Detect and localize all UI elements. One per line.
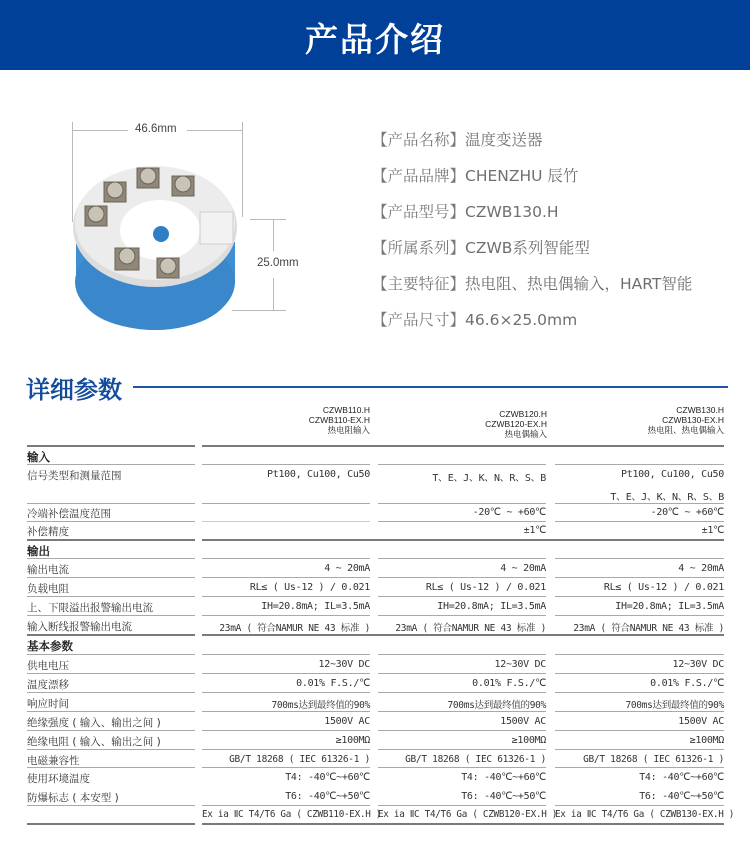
row-label-alarm-break: 输入断线报警输出电流 xyxy=(27,621,132,633)
cell: T6: -40℃~+50℃ xyxy=(285,791,370,802)
cell: IH=20.8mA; IL=3.5mA xyxy=(261,601,370,612)
cell: 12~30V DC xyxy=(494,659,546,670)
divider xyxy=(202,711,370,712)
cell: 700ms达到最终值的90% xyxy=(625,700,724,711)
divider xyxy=(555,749,724,750)
divider xyxy=(27,654,195,655)
divider xyxy=(555,654,724,655)
divider xyxy=(555,558,724,559)
cell: 0.01% F.S./℃ xyxy=(296,678,370,689)
divider xyxy=(378,464,546,465)
cell: 23mA ( 符合NAMUR NE 43 标准 ) xyxy=(395,623,546,634)
divider xyxy=(27,521,195,522)
product-info-list xyxy=(372,126,692,342)
row-label-insulation-strength: 绝缘强度 ( 输入、输出之间 ) xyxy=(27,717,161,729)
group-input: 输入 xyxy=(27,450,50,464)
cell: -20℃ ~ +60℃ xyxy=(650,507,724,518)
divider xyxy=(202,654,370,655)
cell: Ex ia ⅡC T4/T6 Ga ( CZWB120-EX.H ) xyxy=(378,809,558,820)
divider xyxy=(27,805,195,806)
divider xyxy=(378,596,546,597)
cell: Ex ia ⅡC T4/T6 Ga ( CZWB110-EX.H ) xyxy=(202,809,382,820)
cell: GB/T 18268 ( IEC 61326-1 ) xyxy=(405,754,546,765)
divider xyxy=(202,692,370,693)
divider xyxy=(27,615,195,616)
divider xyxy=(378,654,546,655)
column-header-110: CZWB110.H CZWB110-EX.H 热电阻输入 xyxy=(308,405,370,435)
row-label-emc: 电磁兼容性 xyxy=(27,755,80,767)
divider xyxy=(555,503,724,504)
info-row-size: 【产品尺寸】46.6×25.0mm xyxy=(372,311,578,329)
row-label-load-resistance: 负载电阻 xyxy=(27,583,69,595)
cell: T、E、J、K、N、R、S、B xyxy=(610,492,724,503)
info-row-brand: 【产品品牌】CHENZHU 辰竹 xyxy=(372,167,579,185)
cell: T4: -40℃~+60℃ xyxy=(285,772,370,783)
row-label-drift: 温度漂移 xyxy=(27,679,69,691)
width-dimension-label: 46.6mm xyxy=(135,123,177,135)
transmitter-illustration xyxy=(60,112,320,342)
divider xyxy=(27,577,195,578)
cell: IH=20.8mA; IL=3.5mA xyxy=(437,601,546,612)
section-divider xyxy=(133,386,728,388)
divider xyxy=(202,805,370,806)
divider xyxy=(202,577,370,578)
row-label-alarm-limit: 上、下限溢出报警输出电流 xyxy=(27,602,153,614)
divider xyxy=(555,615,724,616)
divider xyxy=(378,558,546,559)
cell: IH=20.8mA; IL=3.5mA xyxy=(615,601,724,612)
divider xyxy=(27,730,195,731)
cell: RL≤ ( Us-12 ) / 0.021 xyxy=(425,582,546,593)
divider xyxy=(27,558,195,559)
divider xyxy=(378,711,546,712)
divider xyxy=(202,503,370,504)
divider xyxy=(27,445,195,447)
divider xyxy=(202,634,724,636)
row-label-cjc-accuracy: 补偿精度 xyxy=(27,526,69,538)
cell: ±1℃ xyxy=(701,525,724,536)
divider xyxy=(555,711,724,712)
divider xyxy=(202,823,724,825)
cell: Pt100, Cu100, Cu50 xyxy=(621,469,724,480)
cell: GB/T 18268 ( IEC 61326-1 ) xyxy=(583,754,724,765)
cell: Ex ia ⅡC T4/T6 Ga ( CZWB130-EX.H ) xyxy=(555,809,735,820)
row-label-insulation-resistance: 绝缘电阻 ( 输入、输出之间 ) xyxy=(27,736,161,748)
divider xyxy=(555,577,724,578)
cell: T6: -40℃~+50℃ xyxy=(639,791,724,802)
cell: 1500V AC xyxy=(500,716,546,727)
cell: 0.01% F.S./℃ xyxy=(650,678,724,689)
divider xyxy=(202,673,370,674)
divider xyxy=(378,615,546,616)
cell: T、E、J、K、N、R、S、B xyxy=(432,473,546,484)
divider xyxy=(202,539,724,541)
divider xyxy=(27,692,195,693)
divider xyxy=(202,445,724,447)
divider xyxy=(555,596,724,597)
info-row-features: 【主要特征】热电阻、热电偶输入，HART智能 xyxy=(372,275,693,293)
cell: ±1℃ xyxy=(523,525,546,536)
cell: 23mA ( 符合NAMUR NE 43 标准 ) xyxy=(219,623,370,634)
row-label-supply: 供电电压 xyxy=(27,660,69,672)
divider xyxy=(555,673,724,674)
info-row-name: 【产品名称】温度变送器 xyxy=(372,131,543,149)
product-image xyxy=(60,112,320,342)
divider xyxy=(27,539,195,541)
cell: ≥100MΩ xyxy=(335,735,370,746)
cell: 1500V AC xyxy=(324,716,370,727)
cell: ≥100MΩ xyxy=(689,735,724,746)
divider xyxy=(378,521,546,522)
divider xyxy=(27,767,195,768)
divider xyxy=(202,464,370,465)
info-row-series: 【所属系列】CZWB系列智能型 xyxy=(372,239,590,257)
cell: T6: -40℃~+50℃ xyxy=(461,791,546,802)
row-label-output-current: 输出电流 xyxy=(27,564,69,576)
divider xyxy=(27,749,195,750)
cell: 23mA ( 符合NAMUR NE 43 标准 ) xyxy=(573,623,724,634)
divider xyxy=(202,730,370,731)
cell: T4: -40℃~+60℃ xyxy=(639,772,724,783)
divider xyxy=(27,823,195,825)
row-label-response: 响应时间 xyxy=(27,698,69,710)
cell: -20℃ ~ +60℃ xyxy=(472,507,546,518)
divider xyxy=(555,692,724,693)
divider xyxy=(378,730,546,731)
divider xyxy=(378,503,546,504)
divider xyxy=(378,673,546,674)
divider xyxy=(202,558,370,559)
header-banner xyxy=(0,0,750,70)
cell: 4 ~ 20mA xyxy=(678,563,724,574)
height-dimension-label: 25.0mm xyxy=(257,257,299,269)
divider xyxy=(27,711,195,712)
cell: 700ms达到最终值的90% xyxy=(447,700,546,711)
divider xyxy=(378,767,546,768)
divider xyxy=(555,767,724,768)
divider xyxy=(378,805,546,806)
cell: 12~30V DC xyxy=(318,659,370,670)
divider xyxy=(27,596,195,597)
column-header-120: CZWB120.H CZWB120-EX.H 热电偶输入 xyxy=(485,409,547,439)
cell: 4 ~ 20mA xyxy=(500,563,546,574)
divider xyxy=(202,521,370,522)
cell: ≥100MΩ xyxy=(511,735,546,746)
cell: GB/T 18268 ( IEC 61326-1 ) xyxy=(229,754,370,765)
divider xyxy=(378,749,546,750)
row-label-signal: 信号类型和测量范围 xyxy=(27,470,122,482)
divider xyxy=(555,805,724,806)
divider xyxy=(555,730,724,731)
cell: 0.01% F.S./℃ xyxy=(472,678,546,689)
group-output: 输出 xyxy=(27,544,50,558)
cell: T4: -40℃~+60℃ xyxy=(461,772,546,783)
divider xyxy=(27,503,195,504)
divider xyxy=(378,692,546,693)
row-label-cjc-range: 冷端补偿温度范围 xyxy=(27,508,111,520)
divider xyxy=(202,749,370,750)
row-label-ambient-temp: 使用环境温度 xyxy=(27,773,90,785)
cell: Pt100, Cu100, Cu50 xyxy=(267,469,370,480)
cell: 1500V AC xyxy=(678,716,724,727)
cell: 12~30V DC xyxy=(672,659,724,670)
group-basic: 基本参数 xyxy=(27,639,73,653)
column-header-130: CZWB130.H CZWB130-EX.H 热电阻、热电偶输入 xyxy=(647,405,724,435)
divider xyxy=(378,577,546,578)
divider xyxy=(555,464,724,465)
divider xyxy=(202,615,370,616)
cell: 4 ~ 20mA xyxy=(324,563,370,574)
row-label-ex-marking: 防爆标志 ( 本安型 ) xyxy=(27,792,119,804)
divider xyxy=(202,767,370,768)
cell: RL≤ ( Us-12 ) / 0.021 xyxy=(603,582,724,593)
page-title: 产品介绍 xyxy=(305,20,445,59)
divider xyxy=(555,521,724,522)
cell: 700ms达到最终值的90% xyxy=(271,700,370,711)
divider xyxy=(27,673,195,674)
divider xyxy=(27,634,195,636)
divider xyxy=(27,464,195,465)
divider xyxy=(202,596,370,597)
info-row-model: 【产品型号】CZWB130.H xyxy=(372,203,559,221)
cell: RL≤ ( Us-12 ) / 0.021 xyxy=(249,582,370,593)
section-title: 详细参数 xyxy=(26,376,122,404)
